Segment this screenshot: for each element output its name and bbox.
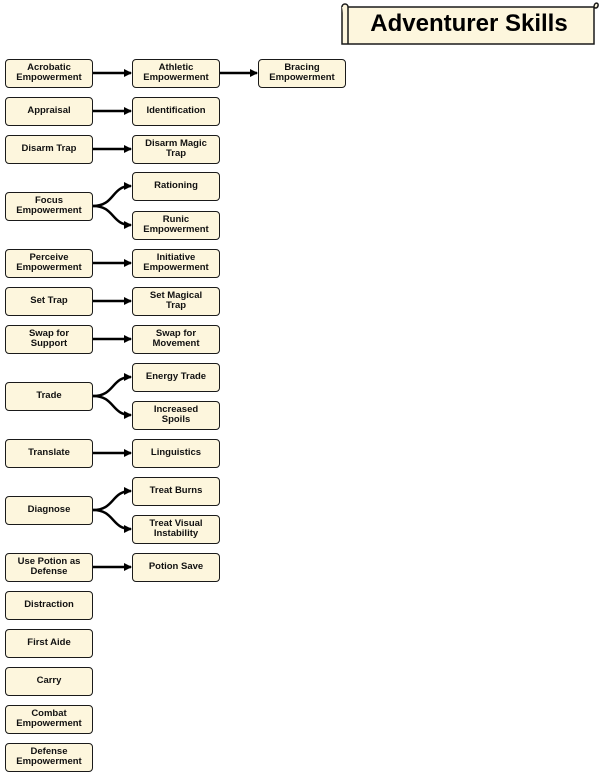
skill-node-treat-visual-instability: Treat Visual Instability bbox=[132, 515, 220, 544]
skill-node-initiative-empowerment: Initiative Empowerment bbox=[132, 249, 220, 278]
skill-node-defense-empowerment: Defense Empowerment bbox=[5, 743, 93, 772]
skill-node-appraisal: Appraisal bbox=[5, 97, 93, 126]
skill-node-set-trap: Set Trap bbox=[5, 287, 93, 316]
skill-node-swap-for-movement: Swap for Movement bbox=[132, 325, 220, 354]
branch-arrow-connector bbox=[93, 396, 131, 415]
skill-node-energy-trade: Energy Trade bbox=[132, 363, 220, 392]
skill-node-increased-spoils: Increased Spoils bbox=[132, 401, 220, 430]
skill-node-identification: Identification bbox=[132, 97, 220, 126]
skill-node-first-aide: First Aide bbox=[5, 629, 93, 658]
skill-node-linguistics: Linguistics bbox=[132, 439, 220, 468]
skill-node-perceive-empowerment: Perceive Empowerment bbox=[5, 249, 93, 278]
skill-node-swap-for-support: Swap for Support bbox=[5, 325, 93, 354]
branch-arrow-connector bbox=[93, 206, 131, 225]
skill-node-combat-empowerment: Combat Empowerment bbox=[5, 705, 93, 734]
skill-node-treat-burns: Treat Burns bbox=[132, 477, 220, 506]
skill-node-set-magical-trap: Set Magical Trap bbox=[132, 287, 220, 316]
skill-node-bracing-empowerment: Bracing Empowerment bbox=[258, 59, 346, 88]
skill-node-athletic-empowerment: Athletic Empowerment bbox=[132, 59, 220, 88]
skill-node-acrobatic-empowerment: Acrobatic Empowerment bbox=[5, 59, 93, 88]
branch-arrow-connector bbox=[93, 186, 131, 206]
title-scroll-banner bbox=[337, 2, 599, 46]
skill-node-disarm-magic-trap: Disarm Magic Trap bbox=[132, 135, 220, 164]
skill-node-runic-empowerment: Runic Empowerment bbox=[132, 211, 220, 240]
branch-arrow-connector bbox=[93, 491, 131, 510]
branch-arrow-connector bbox=[93, 510, 131, 529]
skill-node-trade: Trade bbox=[5, 382, 93, 411]
skill-node-diagnose: Diagnose bbox=[5, 496, 93, 525]
skill-node-translate: Translate bbox=[5, 439, 93, 468]
branch-arrow-connector bbox=[93, 377, 131, 396]
skill-node-focus-empowerment: Focus Empowerment bbox=[5, 192, 93, 221]
page-title: Adventurer Skills bbox=[370, 10, 568, 37]
skill-node-carry: Carry bbox=[5, 667, 93, 696]
skill-node-rationing: Rationing bbox=[132, 172, 220, 201]
skill-node-potion-save: Potion Save bbox=[132, 553, 220, 582]
skill-node-distraction: Distraction bbox=[5, 591, 93, 620]
skill-node-use-potion-as-defense: Use Potion as Defense bbox=[5, 553, 93, 582]
skill-node-disarm-trap: Disarm Trap bbox=[5, 135, 93, 164]
